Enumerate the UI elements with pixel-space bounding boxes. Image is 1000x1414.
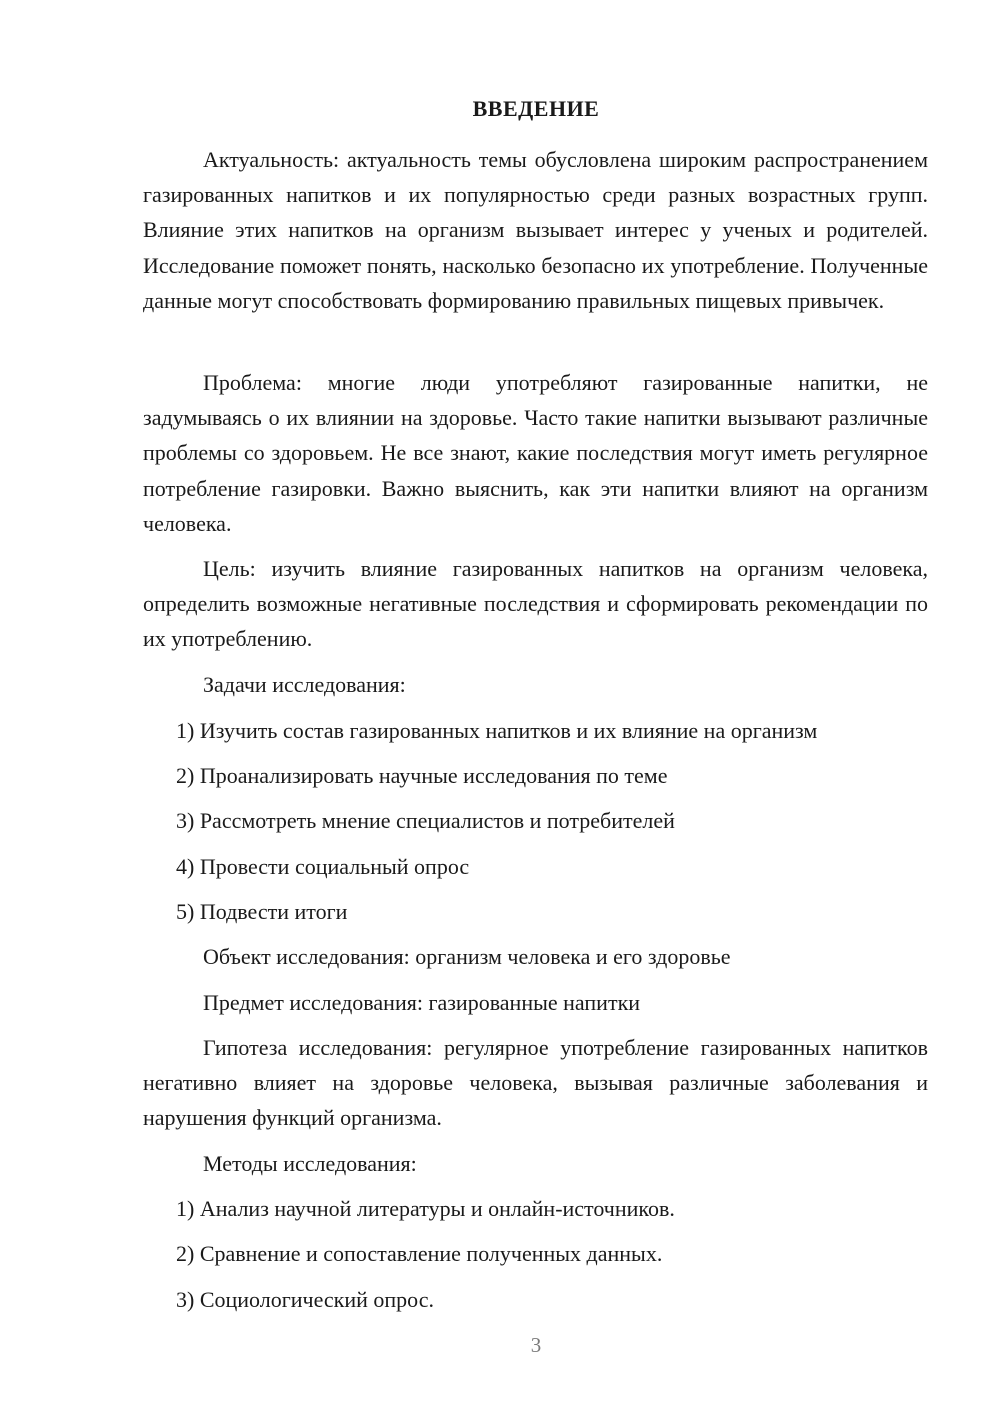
relevance-paragraph: Актуальность: актуальность темы обусловлена широким распространением газированных напитков и их популярностью среди разных возрастных групп. Влияние этих напитков на организм вызывает интерес у ученых и родителей. Исследование поможет понять, насколько безопасно их употребление. Полученные данные могут способствовать формированию правильных пищевых привычек. bbox=[143, 147, 928, 313]
tasks-title: Задачи исследования: bbox=[203, 672, 406, 697]
method-item: 1) Анализ научной литературы и онлайн-источников. bbox=[176, 1196, 675, 1221]
task-item: 1) Изучить состав газированных напитков и их влияние на организм bbox=[176, 718, 818, 743]
task-item: 4) Провести социальный опрос bbox=[176, 854, 470, 879]
object-line: Объект исследования: организм человека и его здоровье bbox=[203, 944, 731, 969]
page-title: ВВЕДЕНИЕ bbox=[472, 96, 600, 121]
goal-paragraph: Цель: изучить влияние газированных напитков на организм человека, определить возможные негативные последствия и сформировать рекомендации по их употреблению. bbox=[143, 556, 928, 652]
methods-title: Методы исследования: bbox=[203, 1151, 417, 1176]
task-item: 5) Подвести итоги bbox=[176, 899, 348, 924]
task-item: 2) Проанализировать научные исследования по теме bbox=[176, 763, 668, 788]
hypothesis-paragraph: Гипотеза исследования: регулярное употребление газированных напитков негативно влияет на здоровье человека, вызывая различные заболевания и нарушения функций организма. bbox=[143, 1035, 928, 1131]
method-item: 2) Сравнение и сопоставление полученных данных. bbox=[176, 1241, 663, 1266]
problem-paragraph: Проблема: многие люди употребляют газированные напитки, не задумываясь о их влиянии на здоровье. Часто такие напитки вызывают различные проблемы со здоровьем. Не все знают, какие последствия могут иметь регулярное потребление газировки. Важно выяснить, как эти напитки влияют на организм человека. bbox=[143, 370, 928, 536]
task-item: 3) Рассмотреть мнение специалистов и потребителей bbox=[176, 808, 675, 833]
subject-line: Предмет исследования: газированные напитки bbox=[203, 990, 641, 1015]
method-item: 3) Социологический опрос. bbox=[176, 1287, 434, 1312]
page-number: 3 bbox=[530, 1333, 542, 1357]
